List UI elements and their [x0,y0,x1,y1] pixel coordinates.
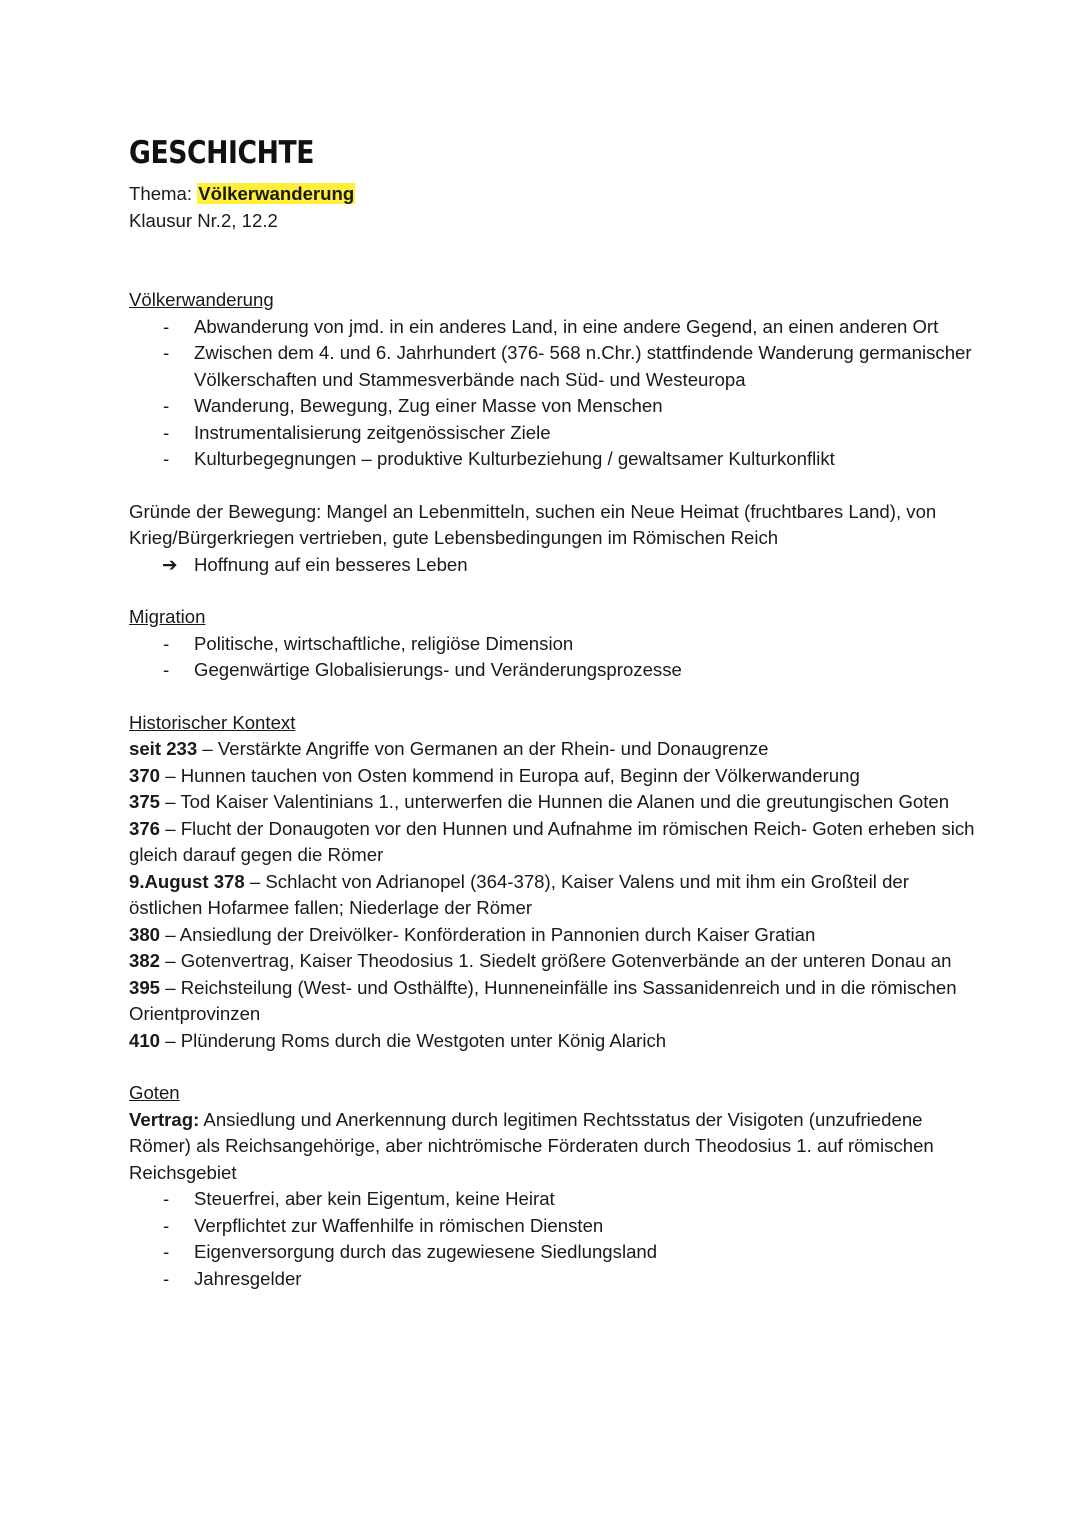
reasons-paragraph: Gründe der Bewegung: Mangel an Lebenmitteln, suchen ein Neue Heimat (fruchtbares Land), von Krieg/Bürgerkriegen vertrieben, gute Lebensbedingungen im Römischen Reich [129,500,937,548]
contract-text: Ansiedlung und Anerkennung durch legitimen Rechtsstatus der Visigoten (unzufriedene Römer) als Reichsangehörige, aber nichtrömische Förderaten durch Theodosius 1. auf römischen Reichsgebiet [129,1108,934,1183]
timeline-entry [129,1028,980,1055]
timeline-entry [129,948,980,975]
timeline-text: – Gotenvertrag, Kaiser Theodosius 1. Siedelt größere Gotenverbände an der unteren Donau an [160,950,952,971]
migration-list [129,631,980,684]
list-item-text: Politische, wirtschaftliche, religiöse Dimension [194,632,574,654]
timeline-text: – Flucht der Donaugoten vor den Hunnen und Aufnahme im römischen Reich- Goten erheben sich gleich darauf gegen die Römer [129,817,975,865]
topic-line [129,181,980,208]
list-item [163,1186,980,1213]
topic-highlight: Völkerwanderung [198,183,355,204]
timeline [129,736,980,1054]
dash-marker: - [163,1267,170,1289]
dash-marker: - [163,1241,170,1262]
spacer [129,234,980,287]
section-heading-goten: Goten [129,1082,180,1103]
contract-label: Vertrag: [129,1108,200,1130]
dash-marker: - [163,342,170,363]
timeline-year: 370 [129,764,161,786]
list-item [163,420,980,447]
list-item [163,631,980,658]
list-item [163,657,980,684]
timeline-text: – Plünderung Roms durch die Westgoten unter König Alarich [160,1029,667,1051]
list-item-text: Eigenversorgung durch das zugewiesene Siedlungsland [194,1241,658,1262]
timeline-entry [129,816,980,869]
conclusion-text: Hoffnung auf ein besseres Leben [194,553,468,575]
goten-list [129,1186,980,1292]
section-heading-migration: Migration [129,606,206,627]
timeline-entry [129,789,980,816]
list-item [163,1213,980,1240]
timeline-year: 375 [129,791,161,812]
list-item [163,446,980,473]
timeline-text: – Verstärkte Angriffe von Germanen an der Rhein- und Donaugrenze [197,738,769,759]
spacer [129,684,980,710]
page-title: GESCHICHTE [129,135,315,171]
section-heading-kontext: Historischer Kontext [129,711,296,733]
list-item-text: Jahresgelder [194,1267,302,1289]
timeline-year: 395 [129,976,161,998]
timeline-text: – Reichsteilung (West- und Osthälfte), Hunneneinfälle ins Sassanidenreich und in die römischen Orientprovinzen [129,976,957,1024]
list-item [163,393,980,420]
list-item-text: Abwanderung von jmd. in ein anderes Land, in eine andere Gegend, an einen anderen Ort [194,315,939,337]
timeline-year: 410 [129,1029,161,1051]
dash-marker: - [163,1214,170,1236]
dash-marker: - [163,659,170,680]
list-item [163,1239,980,1266]
timeline-entry [129,736,980,763]
conclusion-line [129,552,980,579]
dash-marker: - [163,315,170,337]
spacer [129,1054,980,1080]
timeline-text: – Schlacht von Adrianopel (364-378), Kaiser Valens und mit ihm ein Großteil der östlichen Hofarmee fallen; Niederlage der Römer [129,870,909,918]
list-item-text: Verpflichtet zur Waffenhilfe in römischen Diensten [194,1214,604,1236]
topic-label: Thema: [129,183,198,204]
timeline-text: – Tod Kaiser Valentinians 1., unterwerfen die Hunnen die Alanen und die greutungischen Goten [160,791,950,812]
list-item-text: Kulturbegegnungen – produktive Kulturbeziehung / gewaltsamer Kulturkonflikt [194,448,835,469]
dash-marker: - [163,632,170,654]
voelkerwanderung-list [129,314,980,473]
dash-marker: - [163,1188,170,1209]
timeline-entry [129,922,980,949]
timeline-year: 380 [129,923,161,945]
list-item-text: Steuerfrei, aber kein Eigentum, keine Heirat [194,1188,555,1209]
timeline-entry [129,869,980,922]
list-item [163,1266,980,1293]
dash-marker: - [163,448,170,469]
goten-contract-paragraph [129,1107,980,1187]
list-item-text: Gegenwärtige Globalisierungs- und Veränderungsprozesse [194,659,682,680]
timeline-entry [129,975,980,1028]
list-item [163,314,980,341]
timeline-text: – Hunnen tauchen von Osten kommend in Europa auf, Beginn der Völkerwanderung [160,764,860,786]
timeline-year: 382 [129,950,161,971]
timeline-year: seit 233 [129,738,198,759]
list-item [163,340,980,393]
list-item-text: Zwischen dem 4. und 6. Jahrhundert (376- 568 n.Chr.) stattfindende Wanderung germanischer Völkerschaften und Stammesverbände nach Süd- und Westeuropa [194,342,972,390]
exam-info: Klausur Nr.2, 12.2 [129,209,278,231]
dash-marker: - [163,421,170,443]
section-heading-voelkerwanderung: Völkerwanderung [129,289,274,310]
arrow-right-icon: ➔ [162,553,178,575]
list-item-text: Instrumentalisierung zeitgenössischer Ziele [194,421,551,443]
spacer [129,473,980,499]
timeline-year: 9.August 378 [129,870,245,892]
timeline-text: – Ansiedlung der Dreivölker- Konförderation in Pannonien durch Kaiser Gratian [160,923,816,945]
timeline-entry [129,763,980,790]
spacer [129,578,980,604]
dash-marker: - [163,395,170,416]
list-item-text: Wanderung, Bewegung, Zug einer Masse von Menschen [194,395,663,416]
timeline-year: 376 [129,817,161,839]
